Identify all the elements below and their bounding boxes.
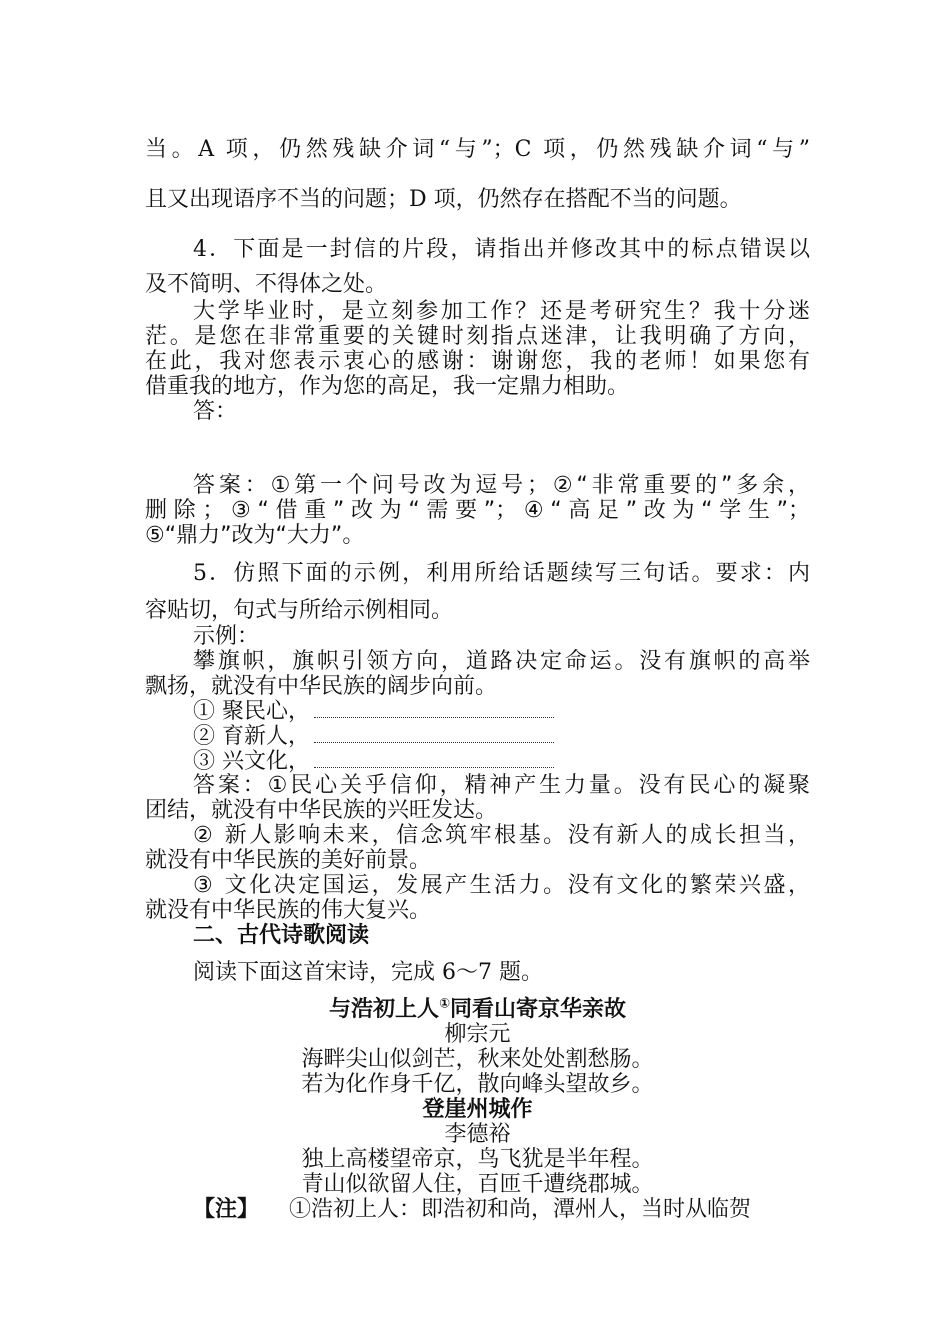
question-5-line: 5．仿照下面的示例，利用所给话题续写三句话。要求：内 xyxy=(193,561,810,586)
answer-4-line: ⑤“鼎力”改为“大力”。 xyxy=(145,523,365,548)
poem-1-author: 柳宗元 xyxy=(444,1022,511,1047)
answer-4-line: 答案：①第一个问号改为逗号；②“非常重要的”多余， xyxy=(193,473,810,498)
question-4-line: 及不简明、不得体之处。 xyxy=(145,272,388,297)
answer-blank[interactable] xyxy=(314,699,554,718)
answer-5-line: 就没有中华民族的美好前景。 xyxy=(145,848,432,873)
note-text: ①浩初上人：即浩初和尚，潭州人，当时从临贺 xyxy=(289,1197,752,1222)
fill-item-label: ③ 兴文化， xyxy=(193,749,310,774)
poem-1-verse: 若为化作身千亿，散向峰头望故乡。 xyxy=(301,1072,654,1097)
section-heading: 二、古代诗歌阅读 xyxy=(193,923,370,948)
note-line xyxy=(193,1197,858,1223)
poem-2-title: 登崖州城作 xyxy=(422,1097,533,1122)
text-line: 且又出现语序不当的问题；D 项，仍然存在搭配不当的问题。 xyxy=(145,187,742,212)
answer-5-line: ② 新人影响未来，信念筑牢根基。没有新人的成长担当， xyxy=(193,823,810,848)
answer-blank[interactable] xyxy=(314,749,554,768)
answer-4-line: 删除；③“借重”改为“需要”；④“高足”改为“学生”； xyxy=(145,498,810,523)
letter-line: 在此，我对您表示衷心的感谢：谢谢您，我的老师！如果您有 xyxy=(145,349,810,374)
answer-5-line: 就没有中华民族的伟大复兴。 xyxy=(145,898,432,923)
fill-item-3 xyxy=(193,749,858,775)
letter-line: 茫。是您在非常重要的关键时刻指点迷津，让我明确了方向， xyxy=(145,324,810,349)
poem-title-text: 与浩初上人 xyxy=(328,997,439,1022)
poem-2-verse: 青山似欲留人住，百匝千遭绕郡城。 xyxy=(301,1172,654,1197)
letter-line: 大学毕业时，是立刻参加工作？还是考研究生？我十分迷 xyxy=(193,299,810,324)
fill-item-label: ② 育新人， xyxy=(193,724,310,749)
example-line: 飘扬，就没有中华民族的阔步向前。 xyxy=(145,674,498,699)
footnote-mark: ① xyxy=(438,996,450,1012)
poem-2-author: 李德裕 xyxy=(444,1122,511,1147)
answer-5-line: ③ 文化决定国运，发展产生活力。没有文化的繁荣兴盛， xyxy=(193,873,810,898)
question-4-line: 4．下面是一封信的片段，请指出并修改其中的标点错误以 xyxy=(193,237,810,262)
poem-2-verse: 独上高楼望帝京，鸟飞犹是半年程。 xyxy=(301,1147,654,1172)
letter-line: 借重我的地方，作为您的高足，我一定鼎力相助。 xyxy=(145,374,630,399)
note-label: 【注】 xyxy=(193,1197,260,1222)
example-label: 示例： xyxy=(193,624,260,649)
fill-item-2 xyxy=(193,724,858,750)
fill-item-1 xyxy=(193,699,858,725)
example-line: 攀旗帜，旗帜引领方向，道路决定命运。没有旗帜的高举 xyxy=(193,649,810,674)
answer-blank[interactable] xyxy=(314,724,554,743)
answer-5-line: 团结，就没有中华民族的兴旺发达。 xyxy=(145,798,498,823)
poem-title-text: 同看山寄京华亲故 xyxy=(450,997,627,1022)
question-5-line: 容贴切，句式与所给示例相同。 xyxy=(145,598,454,623)
poem-1-verse: 海畔尖山似剑芒，秋来处处割愁肠。 xyxy=(301,1047,654,1072)
answer-5-line: 答案：①民心关乎信仰，精神产生力量。没有民心的凝聚 xyxy=(193,773,810,798)
poem-1-title xyxy=(145,997,810,1023)
fill-item-label: ① 聚民心， xyxy=(193,699,310,724)
answer-prompt: 答： xyxy=(193,399,238,424)
instruction-line: 阅读下面这首宋诗，完成 6～7 题。 xyxy=(193,960,543,985)
text-line: 当。A 项，仍然残缺介词“与”；C 项，仍然残缺介词“与” xyxy=(145,137,810,162)
